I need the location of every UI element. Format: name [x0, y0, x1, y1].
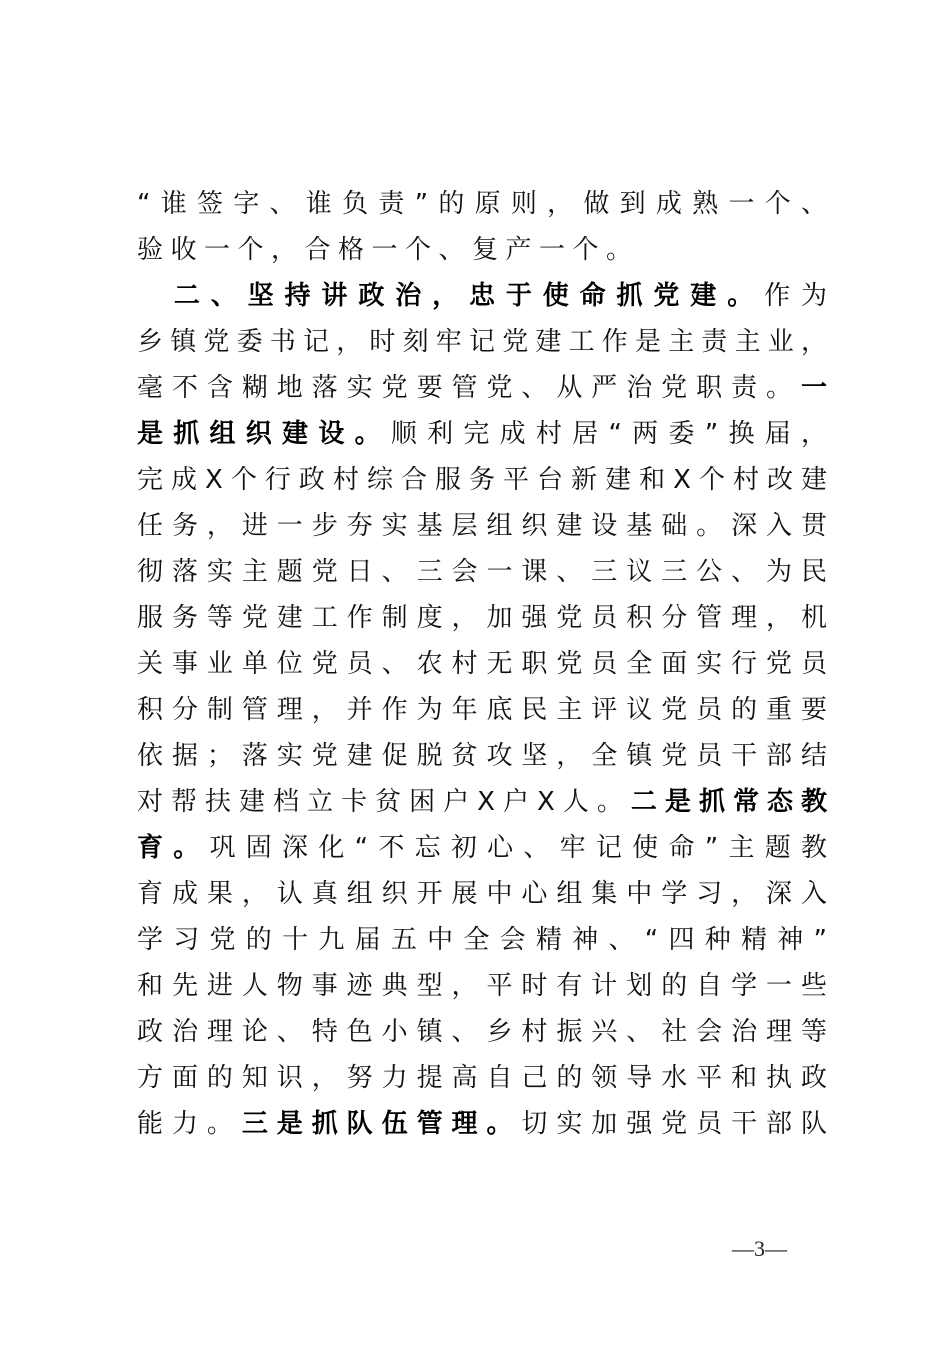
text-segment: 顺利完成村居“两委”换届，	[390, 419, 827, 449]
text-line	[137, 1101, 827, 1147]
text-line	[137, 917, 827, 963]
text-segment: 乡镇党委书记，时刻牢记党建工作是主责主业，	[137, 327, 827, 357]
text-segment: 巩固深化“不忘初心、牢记使命”主题教	[209, 833, 827, 863]
text-line	[137, 273, 827, 319]
text-segment: 任务，进一步夯实基层组织建设基础。深入贯	[137, 511, 827, 541]
text-segment: 切实加强党员干部队	[521, 1109, 827, 1139]
text-segment: 学习党的十九届五中全会精神、“四种精神”	[137, 925, 827, 955]
text-line	[137, 1055, 827, 1101]
text-segment: 完成X个行政村综合服务平台新建和X个村改建	[137, 465, 827, 495]
text-line	[137, 779, 827, 825]
text-line	[137, 457, 827, 503]
text-line	[137, 825, 827, 871]
bold-text-segment: 一	[800, 373, 827, 403]
text-segment: “谁签字、谁负责”的原则，做到成熟一个、	[137, 189, 827, 219]
bold-text-segment: 二、坚持讲政治，忠于使命抓党建。	[137, 281, 765, 311]
bold-text-segment: 二是抓常态教	[630, 787, 827, 817]
text-line	[137, 411, 827, 457]
text-line	[137, 365, 827, 411]
text-segment: 积分制管理，并作为年底民主评议党员的重要	[137, 695, 827, 725]
bold-text-segment: 三是抓队伍管理。	[241, 1109, 522, 1139]
text-segment: 能力。	[137, 1109, 242, 1139]
text-segment: 政治理论、特色小镇、乡村振兴、社会治理等	[137, 1017, 827, 1047]
page-number: —3—	[732, 1236, 787, 1261]
text-line	[137, 641, 827, 687]
text-segment: 和先进人物事迹典型，平时有计划的自学一些	[137, 971, 827, 1001]
text-line	[137, 595, 827, 641]
text-segment: 毫不含糊地落实党要管党、从严治党职责。	[137, 373, 801, 403]
bold-text-segment: 是抓组织建设。	[137, 419, 391, 449]
text-line	[137, 227, 827, 273]
text-segment: 对帮扶建档立卡贫困户X户X人。	[137, 787, 631, 817]
text-segment: 彻落实主题党日、三会一课、三议三公、为民	[137, 557, 827, 587]
text-segment: 验收一个，合格一个、复产一个。	[137, 235, 640, 265]
text-segment: 依据；落实党建促脱贫攻坚，全镇党员干部结	[137, 741, 827, 771]
text-line	[137, 319, 827, 365]
text-line	[137, 1009, 827, 1055]
text-line	[137, 733, 827, 779]
text-segment: 育成果，认真组织开展中心组集中学习，深入	[137, 879, 827, 909]
bold-text-segment: 育。	[137, 833, 210, 863]
text-line	[137, 871, 827, 917]
text-line	[137, 963, 827, 1009]
text-segment: 方面的知识，努力提高自己的领导水平和执政	[137, 1063, 827, 1093]
text-line	[137, 503, 827, 549]
text-line	[137, 549, 827, 595]
text-segment: 服务等党建工作制度，加强党员积分管理，机	[137, 603, 827, 633]
text-segment: 作为	[764, 281, 827, 311]
text-line	[137, 687, 827, 733]
text-segment: 关事业单位党员、农村无职党员全面实行党员	[137, 649, 827, 679]
text-line	[137, 181, 827, 227]
